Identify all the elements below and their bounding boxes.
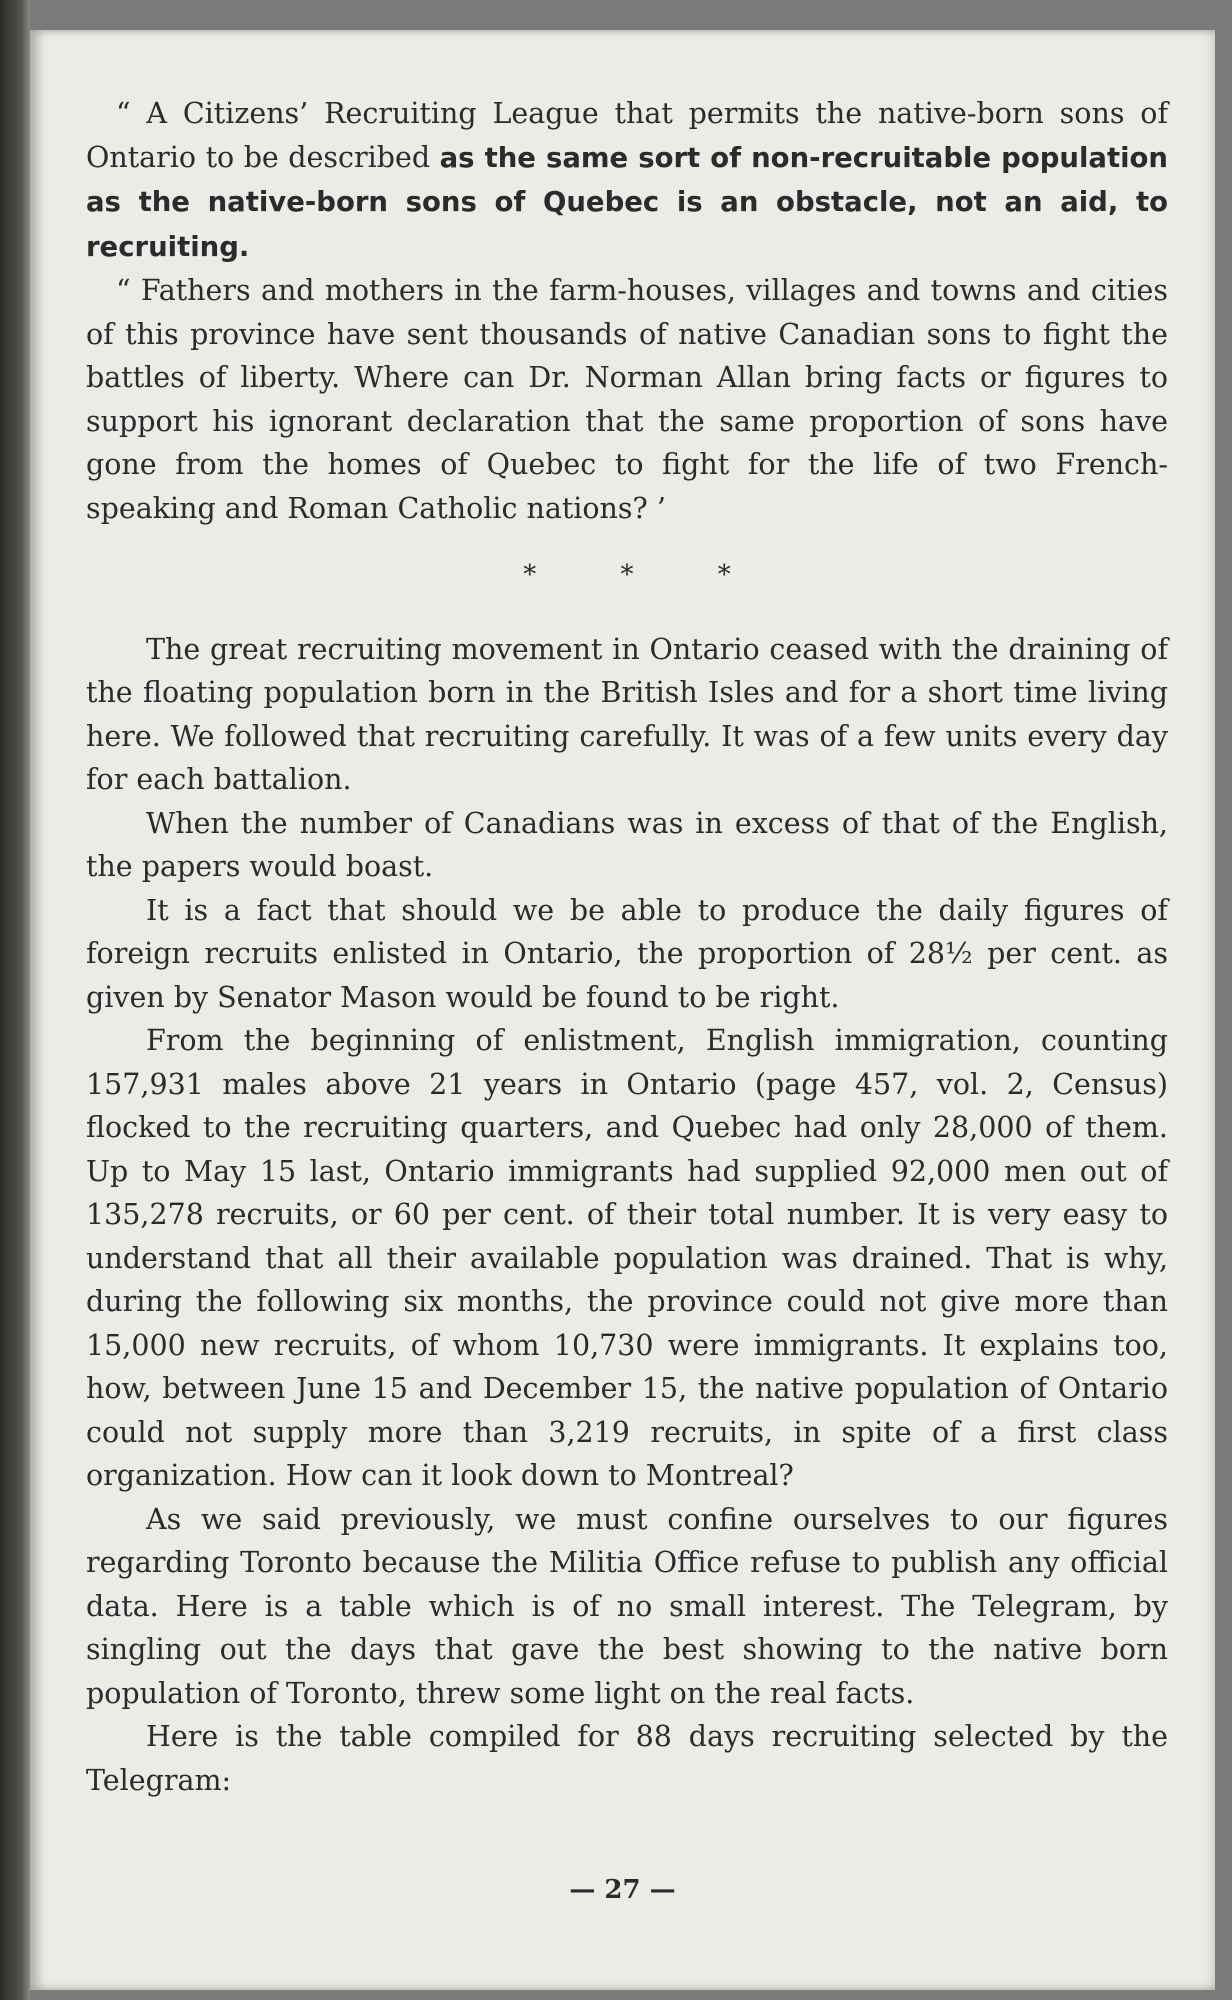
quoted-passage [86,92,1168,530]
section-separator [86,554,1168,598]
body-paragraph: The great recruiting movement in Ontario ceased with the draining of the floating population born in the British Isles and for a short time living here. We followed that recruiting carefully. It was of a few units every day for each battalion. [86,632,1168,796]
separator-star: * [620,560,634,590]
quote-paragraph-1 [86,92,1168,269]
body-paragraph: When the number of Canadians was in excess of that of the English, the papers would boast. [86,806,1168,883]
body-paragraph: From the beginning of enlistment, English immigration, counting 157,931 males above 21 years in Ontario (page 457, vol. 2, Census) flocked to the recruiting quarters, and Quebec had only 28,000 of them. Up to May 15 last, Ontario immigrants had supplied 92,000 men out of 135,278 recruits, or 60 per cent. of their total number. It is very easy to understand that all their available population was drained. That is why, during the following six months, the province could not give more than 15,000 new recruits, of whom 10,730 were immigrants. It explains too, how, between June 15 and December 15, the native population of Ontario could not supply more than 3,219 recruits, in spite of a first class organization. How can it look down to Montreal? [86,1024,1168,1492]
page-number: — 27 — [569,1875,676,1905]
quote-paragraph-1-bold: as the same sort of non-recruitable population as the native-born sons of Quebec is an obstacle, not an aid, to recruiting. [86,141,1169,263]
body-text [86,628,1168,1803]
book-spine [0,0,30,2000]
quote-paragraph-1-text: “ A Citizens’ Recruiting League that permits the native-born sons of Ontario to be described [86,97,1168,174]
body-paragraph: Here is the table compiled for 88 days recruiting selected by the Telegram: [86,1720,1168,1797]
book-page [30,30,1215,1990]
separator-star: * [523,560,537,590]
page-text [86,92,1168,1802]
body-paragraph: It is a fact that should we be able to produce the daily figures of foreign recruits enlisted in Ontario, the proportion of 28½ per cent. as given by Senator Mason would be found to be right. [86,893,1168,1014]
body-paragraph: As we said previously, we must confine ourselves to our figures regarding Toronto because the Militia Office refuse to publish any official data. Here is a table which is of no small interest. The Telegram, by singling out the days that gave the best showing to the native born population of Toronto, threw some light on the real facts. [86,1502,1168,1710]
quote-paragraph-2: “ Fathers and mothers in the farm-houses, villages and towns and cities of this province have sent thousands of native Canadian sons to fight the battles of liberty. Where can Dr. Norman Allan bring facts or figures to support his ignorant declaration that the same proportion of sons have gone from the homes of Quebec to fight for the life of two French-speaking and Roman Catholic nations? ’ [86,274,1168,525]
separator-star: * [717,560,731,590]
